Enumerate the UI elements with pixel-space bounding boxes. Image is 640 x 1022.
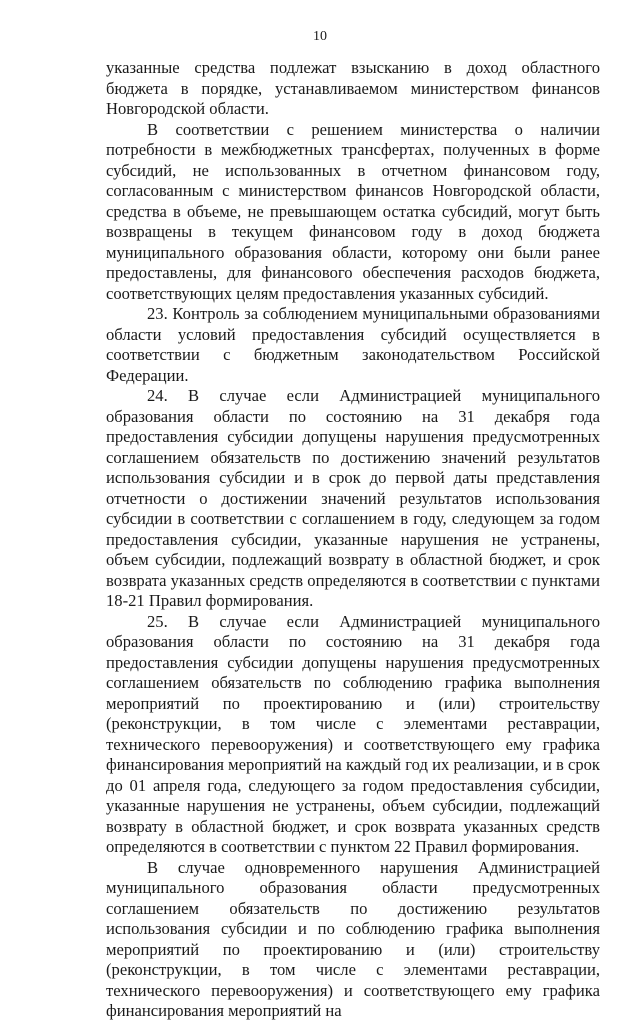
document-body bbox=[106, 58, 600, 1022]
paragraph-item-25: 25. В случае если Администрацией муниципального образования области по состоянию на 31 декабря года предоставления субсидии допущены нарушения предусмотренных соглашением обязательств по соблюдению графика выполнения мероприятий по проектированию и (или) строительству (реконструкции, в том числе с элементами реставрации, технического перевооружения) и соответствующего ему графика финансирования мероприятий на каждый год их реализации, и в срок до 01 апреля года, следующего за годом предоставления субсидии, указанные нарушения не устранены, объем субсидии, подлежащий возврату в областной бюджет, и срок возврата указанных средств определяются в соответствии с пунктом 22 Правил формирования. bbox=[106, 611, 600, 856]
paragraph-simultaneous-violation: В случае одновременного нарушения Администрацией муниципального образования области предусмотренных соглашением обязательств по достижению результатов использования субсидии и по соблюдению графика выполнения мероприятий по проектированию и (или) строительству (реконструкции, в том числе с элементами реставрации, технического перевооружения) и соответствующего ему графика финансирования мероприятий на bbox=[106, 857, 600, 1020]
paragraph-subsidy-return: В соответствии с решением министерства о наличии потребности в межбюджетных трансфертах, полученных в форме субсидий, не использованных в отчетном финансовом году, согласованным с министерством финансов Новгородской области, средства в объеме, не превышающем остатка субсидий, могут быть возвращены в текущем финансовом году в доход бюджета муниципального образования области, которому они были ранее предоставлены, для финансового обеспечения расходов бюджета, соответствующих целям предоставления указанных субсидий. bbox=[106, 119, 600, 303]
page-number: 10 bbox=[313, 29, 327, 44]
paragraph-continuation: указанные средства подлежат взысканию в доход областного бюджета в порядке, устанавливаемом министерством финансов Новгородской области. bbox=[106, 58, 600, 118]
paragraph-item-23: 23. Контроль за соблюдением муниципальными образованиями области условий предоставления субсидий осуществляется в соответствии с бюджетным законодательством Российской Федерации. bbox=[106, 304, 600, 385]
paragraph-item-24: 24. В случае если Администрацией муниципального образования области по состоянию на 31 декабря года предоставления субсидии допущены нарушения предусмотренных соглашением обязательств по достижению значений результатов использования субсидии и в срок до первой даты представления отчетности о достижении значений результатов использования субсидии в соответствии с соглашением в году, следующем за годом предоставления субсидии, указанные нарушения не устранены, объем субсидии, подлежащий возврату в областной бюджет, и срок возврата указанных средств определяются в соответствии с пунктами 18-21 Правил формирования. bbox=[106, 386, 600, 610]
